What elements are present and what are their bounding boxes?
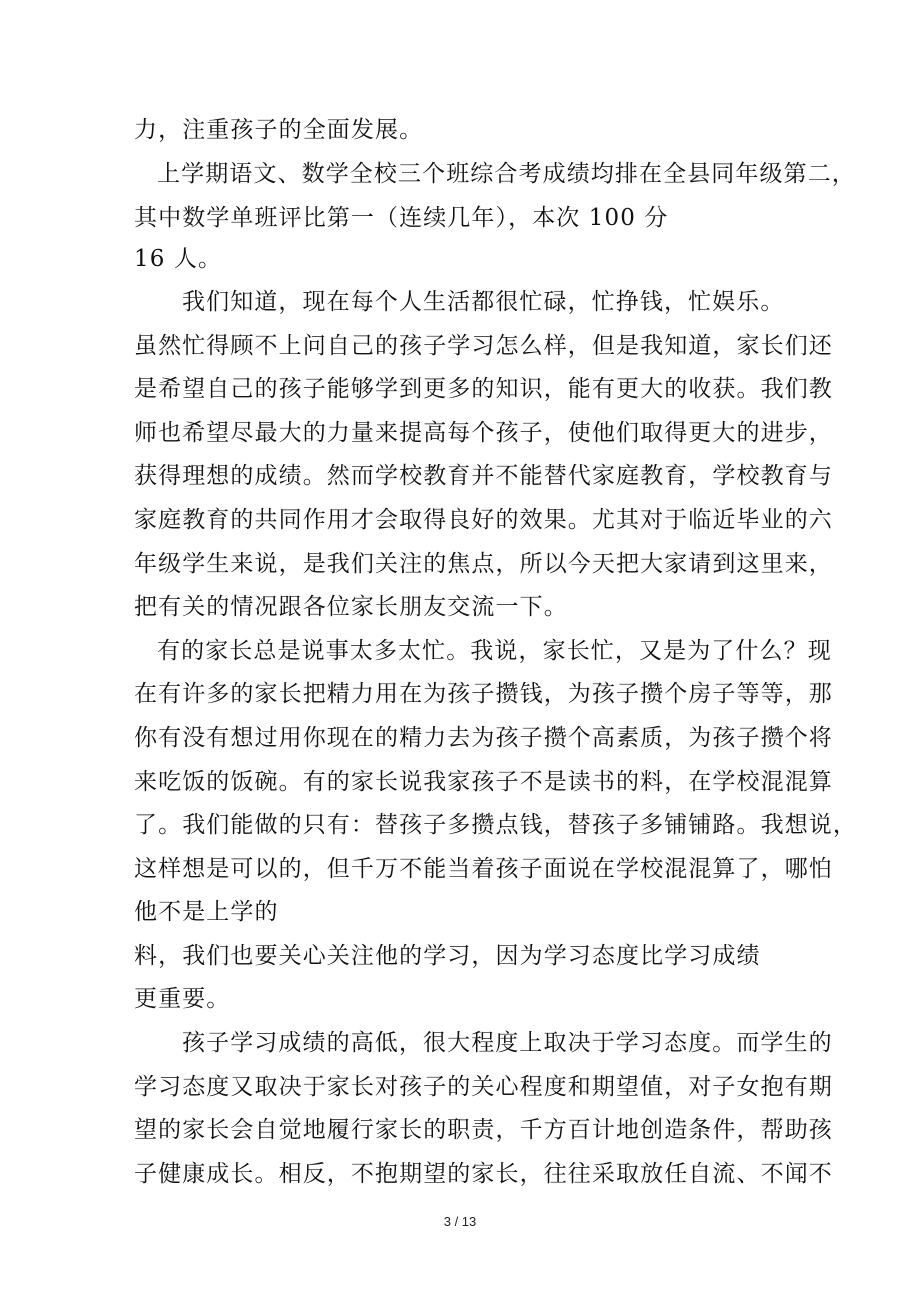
text-line: 力，注重孩子的全面发展。 — [134, 117, 424, 143]
text-line: 了。我们能做的只有：替孩子多攒点钱，替孩子多铺铺路。我想说， — [134, 812, 857, 838]
text-line: 来吃饭的饭碗。有的家长说我家孩子不是读书的料，在学校混混算 — [134, 769, 833, 795]
text-line: 望的家长会自觉地履行家长的职责，千方百计地创造条件，帮助孩 — [134, 1117, 833, 1143]
text-line: 子健康成长。相反，不抱期望的家长，往往采取放任自流、不闻不 — [134, 1161, 833, 1187]
text-line: 更重要。 — [134, 986, 231, 1012]
text-line: 孩子学习成绩的高低，很大程度上取决于学习态度。而学生的 — [182, 1030, 833, 1056]
page-number: 3 / 13 — [443, 1214, 477, 1229]
text-line: 他不是上学的 — [134, 899, 279, 925]
text-line: 这样想是可以的，但千万不能当着孩子面说在学校混混算了，哪怕 — [134, 856, 833, 882]
text-line: 在有许多的家长把精力用在为孩子攒钱，为孩子攒个房子等等，那 — [134, 681, 833, 707]
text-line: 把有关的情况跟各位家长朋友交流一下。 — [134, 594, 568, 620]
text-line: 16 人。 — [134, 246, 223, 272]
text-line: 其中数学单班评比第一（连续几年），本次 100 分 — [134, 205, 669, 231]
text-line: 上学期语文、数学全校三个班综合考成绩均排在全县同年级第二， — [157, 161, 856, 187]
text-line: 学习态度又取决于家长对孩子的关心程度和期望值，对子女抱有期 — [134, 1074, 833, 1100]
text-line: 年级学生来说，是我们关注的焦点，所以今天把大家请到这里来， — [134, 551, 833, 577]
text-line: 家庭教育的共同作用才会取得良好的效果。尤其对于临近毕业的六 — [134, 507, 833, 533]
text-line: 我们知道，现在每个人生活都很忙碌，忙挣钱，忙娱乐。 — [182, 289, 785, 315]
text-line: 是希望自己的孩子能够学到更多的知识，能有更大的收获。我们教 — [134, 376, 833, 402]
text-line: 你有没有想过用你现在的精力去为孩子攒个高素质，为孩子攒个将 — [134, 725, 833, 751]
text-line: 师也希望尽最大的力量来提高每个孩子，使他们取得更大的进步， — [134, 420, 833, 446]
text-line: 获得理想的成绩。然而学校教育并不能替代家庭教育，学校教育与 — [134, 463, 833, 489]
text-line: 料，我们也要关心关注他的学习，因为学习态度比学习成绩 — [134, 943, 761, 969]
text-line: 虽然忙得顾不上问自己的孩子学习怎么样，但是我知道，家长们还 — [134, 333, 833, 359]
text-line: 有的家长总是说事太多太忙。我说，家长忙，又是为了什么？现 — [157, 638, 832, 664]
